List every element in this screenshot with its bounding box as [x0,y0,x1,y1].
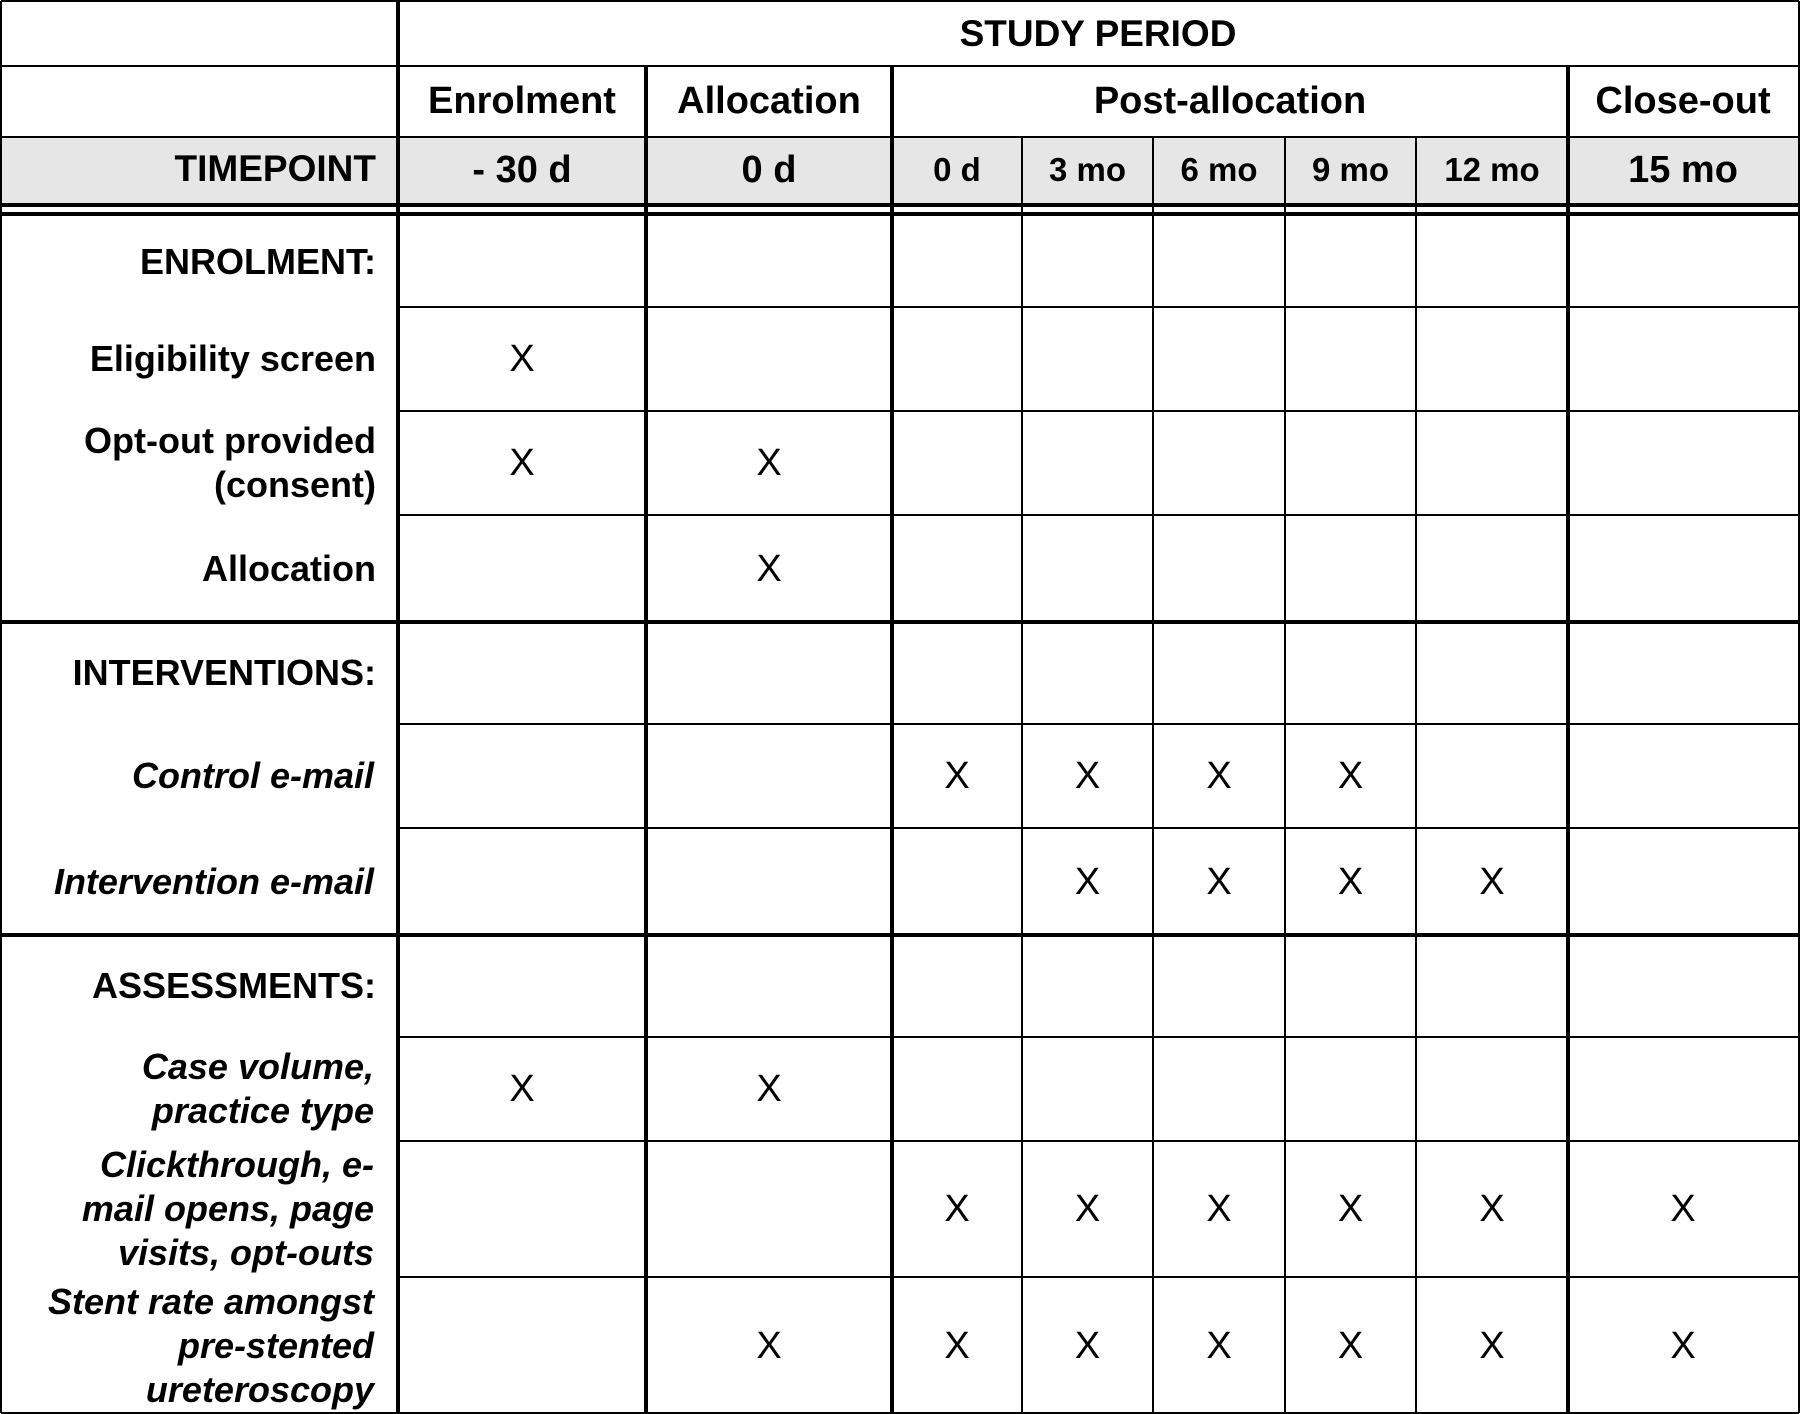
schedule-mark: X [1670,1324,1696,1367]
phase-post-allocation: Post-allocation [1093,80,1367,122]
schedule-mark: X [756,1324,782,1367]
schedule-mark: X [1074,1324,1101,1367]
schedule-mark: X [1337,1324,1364,1367]
phase-allocation: Allocation [677,80,861,122]
row-label: (consent) [214,464,376,505]
timepoint-0: - 30 d [472,149,572,191]
row-label: Eligibility screen [89,338,376,379]
row-label: practice type [151,1090,374,1131]
schedule-mark: X [1206,1324,1232,1367]
timepoint-4: 6 mo [1180,151,1258,188]
schedule-mark: X [1337,755,1364,797]
timepoint-7: 15 mo [1628,149,1738,191]
row-label: visits, opt-outs [117,1232,374,1273]
schedule-mark: X [509,442,535,484]
section-title: INTERVENTIONS: [72,652,376,693]
schedule-mark: X [944,1188,970,1230]
schedule-mark: X [1206,1188,1232,1230]
schedule-mark: X [1206,860,1232,903]
section-title: ENROLMENT: [140,240,376,282]
row-label: mail opens, page [81,1188,374,1229]
row-label: Intervention e-mail [53,860,374,902]
section-title: ASSESSMENTS: [91,965,376,1006]
schedule-mark: X [1479,860,1505,903]
schedule-mark: X [1337,860,1364,903]
row-label: ureteroscopy [145,1368,374,1410]
row-label: Stent rate amongst [47,1280,374,1322]
row-label: Case volume, [141,1046,374,1087]
schedule-mark: X [1074,1188,1101,1230]
schedule-mark: X [1074,755,1101,797]
schedule-mark: X [509,1068,535,1110]
timepoint-6: 12 mo [1444,151,1540,188]
row-label: Control e-mail [131,755,374,796]
timepoint-1: 0 d [741,149,797,191]
schedule-mark: X [1670,1188,1696,1230]
phase-close-out: Close-out [1595,80,1771,122]
row-label: Clickthrough, e- [99,1144,374,1185]
schedule-mark: X [944,1324,970,1367]
schedule-mark: X [509,338,535,380]
timepoint-3: 3 mo [1048,151,1127,188]
timepoint-label: TIMEPOINT [174,148,376,189]
schedule-mark: X [756,1068,782,1110]
schedule-mark: X [1479,1324,1505,1367]
timepoint-5: 9 mo [1311,151,1390,188]
schedule-mark: X [944,755,970,797]
schedule-mark: X [1206,755,1232,797]
schedule-mark: X [756,547,782,590]
phase-enrolment: Enrolment [428,80,616,122]
row-label: Allocation [201,547,376,589]
study-period-heading: STUDY PERIOD [959,13,1237,54]
row-label: Opt-out provided [84,420,376,461]
schedule-mark: X [756,442,782,484]
schedule-mark: X [1074,860,1101,903]
row-label: pre-stented [177,1324,374,1366]
timepoint-2: 0 d [933,151,981,188]
schedule-mark: X [1479,1188,1505,1230]
schedule-mark: X [1337,1188,1364,1230]
